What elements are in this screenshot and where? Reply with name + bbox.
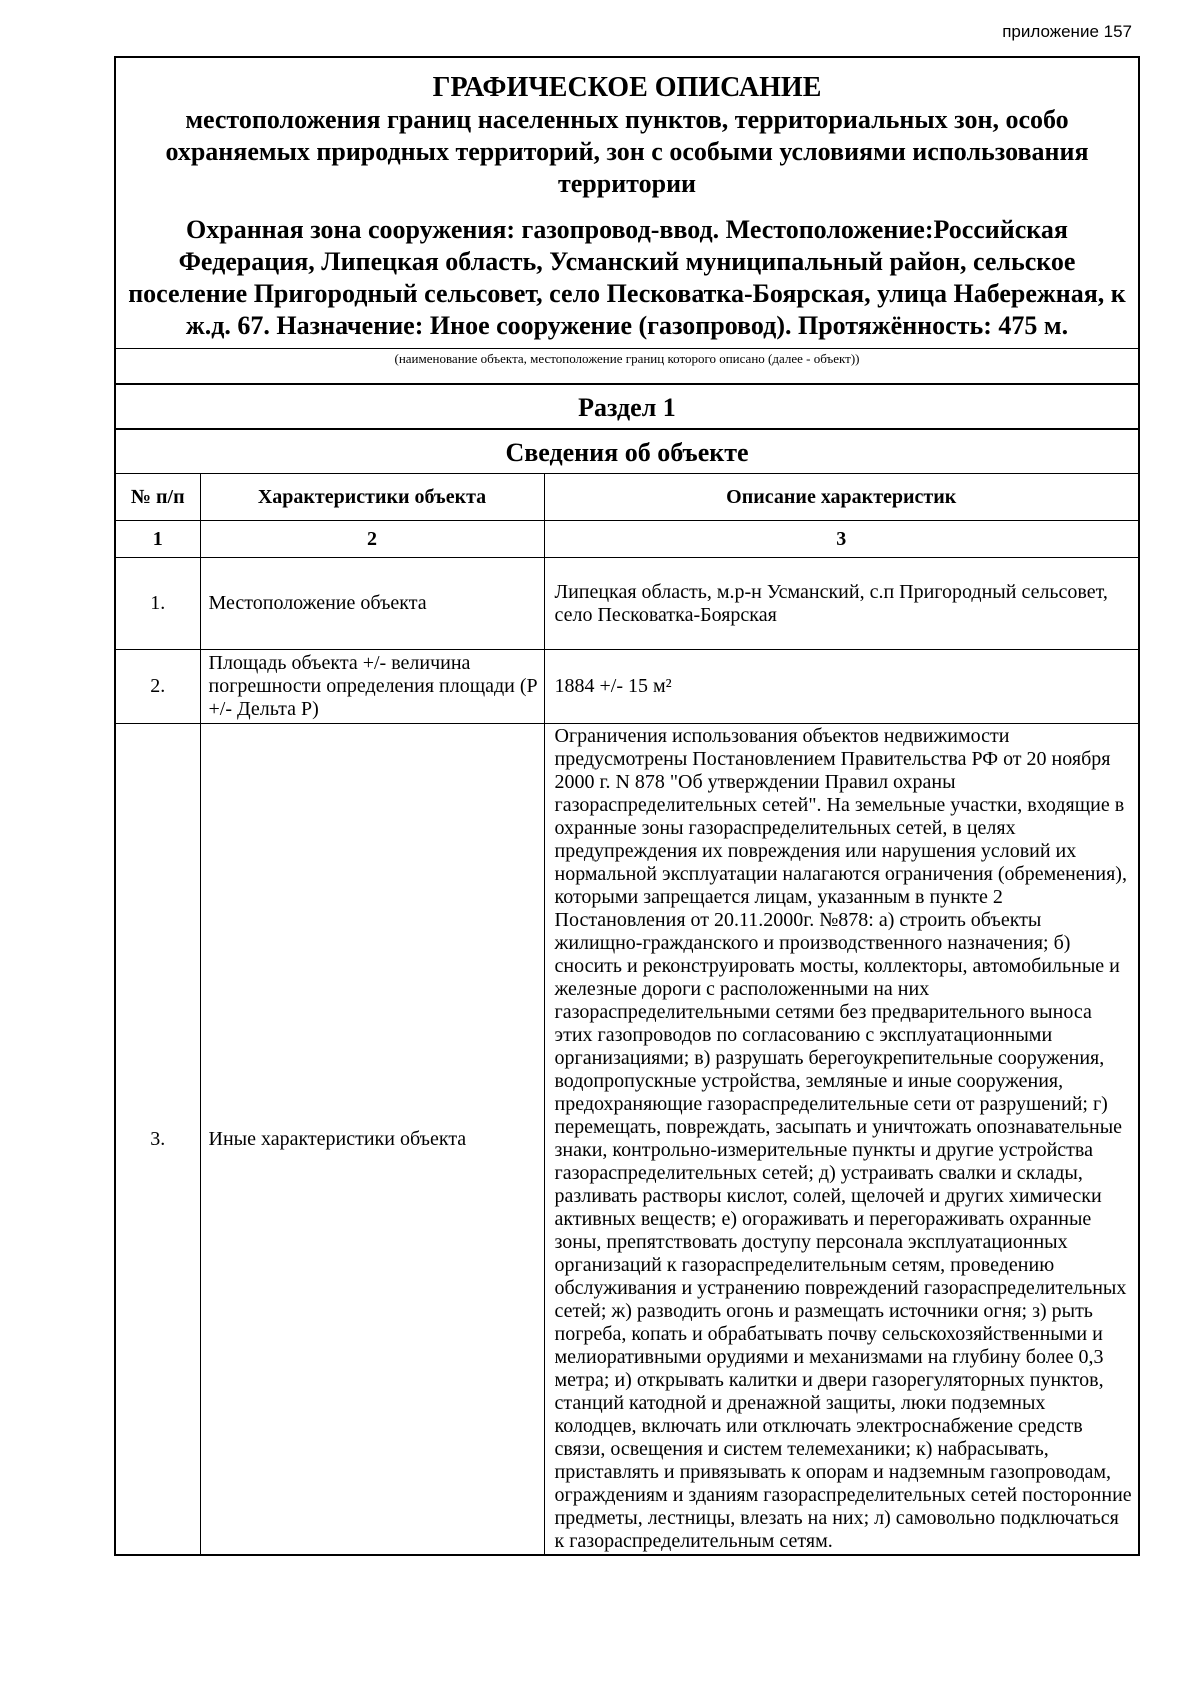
appendix-label: приложение 157 xyxy=(1002,22,1132,41)
table-row xyxy=(116,558,1138,650)
column-number: 3 xyxy=(544,521,1138,558)
section-title: Раздел 1 xyxy=(116,383,1138,428)
column-header: Описание характеристик xyxy=(544,474,1138,521)
column-number-row xyxy=(116,521,1138,558)
column-header: № п/п xyxy=(116,474,200,521)
section-subtitle: Сведения об объекте xyxy=(116,428,1138,473)
table-row xyxy=(116,724,1138,1555)
table-row xyxy=(116,650,1138,724)
row-number: 1. xyxy=(116,558,200,650)
row-number: 3. xyxy=(116,724,200,1555)
row-number: 2. xyxy=(116,650,200,724)
object-caption: (наименование объекта, местоположение границ которого описано (далее - объект)) xyxy=(116,348,1138,383)
object-name: Охранная зона сооружения: газопровод-ввод. Местоположение:Российская Федерация, Липецкая область, Усманский муниципальный район, сельское поселение Пригородный сельсовет, село Песковатка-Боярская, улица Набережная, к ж.д. 67. Назначение: Иное сооружение (газопровод). Протяжённость: 475 м. xyxy=(128,215,1126,340)
table-header-row xyxy=(116,474,1138,521)
column-number: 2 xyxy=(200,521,544,558)
document-frame xyxy=(114,56,1140,1556)
document-subtitle: местоположения границ населенных пунктов, территориальных зон, особо охраняемых природных территорий, зон с особыми условиями использования территории xyxy=(165,105,1089,198)
object-info-table xyxy=(116,473,1138,1554)
characteristic-name: Площадь объекта +/- величина погрешности определения площади (P +/- Дельта P) xyxy=(200,650,544,724)
column-header: Характеристики объекта xyxy=(200,474,544,521)
characteristic-name: Иные характеристики объекта xyxy=(200,724,544,1555)
document-title: ГРАФИЧЕСКОЕ ОПИСАНИЕ xyxy=(432,72,822,103)
document-header xyxy=(116,58,1138,348)
characteristic-description: Ограничения использования объектов недвижимости предусмотрены Постановлением Правительства РФ от 20 ноября 2000 г. N 878 "Об утверждении Правил охраны газораспределительных сетей". На земельные участки, входящие в охранные зоны газораспределительных сетей, в целях предупреждения их повреждения или нарушения условий их нормальной эксплуатации налагаются ограничения (обременения), которыми запрещается лицам, указанным в пункте 2 Постановления от 20.11.2000г. №878: а) строить объекты жилищно-гражданского и производственного назначения; б) сносить и реконструировать мосты, коллекторы, автомобильные и железные дороги с расположенными на них газораспределительными сетями без предварительного выноса этих газопроводов по согласованию с эксплуатационными организациями; в) разрушать берегоукрепительные сооружения, водопропускные устройства, земляные и иные сооружения, предохраняющие газораспределительные сети от разрушений; г) перемещать, повреждать, засыпать и уничтожать опознавательные знаки, контрольно-измерительные пункты и другие устройства газораспределительных сетей; д) устраивать свалки и склады, разливать растворы кислот, солей, щелочей и других химически активных веществ; е) огораживать и перегораживать охранные зоны, препятствовать доступу персонала эксплуатационных организаций к газораспределительным сетям, проведению обслуживания и устранению повреждений газораспределительных сетей; ж) разводить огонь и размещать источники огня; з) рыть погреба, копать и обрабатывать почву сельскохозяйственными и мелиоративными орудиями и механизмами на глубину более 0,3 метра; и) открывать калитки и двери газорегуляторных пунктов, станций катодной и дренажной защиты, люки подземных колодцев, включать или отключать электроснабжение средств связи, освещения и систем телемеханики; к) набрасывать, приставлять и привязывать к опорам и надземным газопроводам, ограждениям и зданиям газораспределительных сетей посторонние предметы, лестницы, влезать на них; л) самовольно подключаться к газораспределительным сетям. xyxy=(544,724,1138,1555)
characteristic-name: Местоположение объекта xyxy=(200,558,544,650)
characteristic-description: Липецкая область, м.р-н Усманский, с.п Пригородный сельсовет, село Песковатка-Боярская xyxy=(544,558,1138,650)
column-number: 1 xyxy=(116,521,200,558)
characteristic-description: 1884 +/- 15 м² xyxy=(544,650,1138,724)
